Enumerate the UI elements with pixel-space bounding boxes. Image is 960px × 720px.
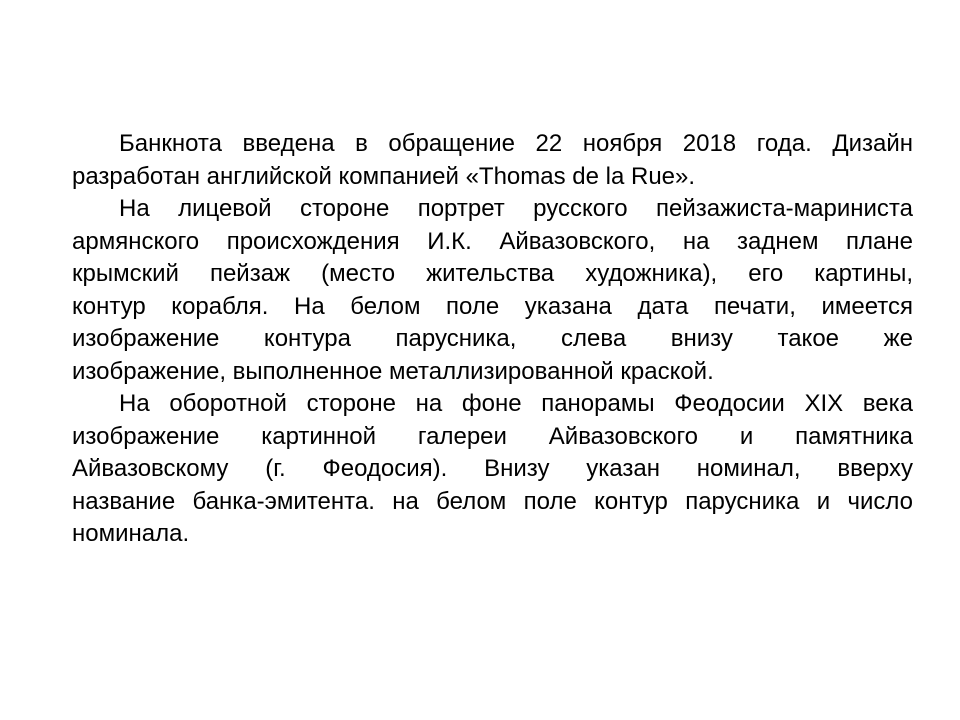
paragraph-back-side [72,388,913,551]
paragraph-line: изображение контура парусника, слева внизу такое же [72,325,913,352]
text-body [72,128,913,551]
paragraph-introduction [72,128,913,193]
paragraph-line: На лицевой стороне портрет русского пейзажиста-мариниста [119,195,913,222]
paragraph-line: изображение картинной галереи Айвазовского и памятника [72,422,913,450]
paragraph-front-side [72,193,913,388]
paragraph-line: Банкнота введена в обращение 22 ноября 2018 года. Дизайн [119,130,913,157]
paragraph-line: изображение, выполненное металлизированной краской. [72,357,714,385]
paragraph-line: номинала. [72,520,190,547]
paragraph-line: Айвазовскому (г. Феодосия). Внизу указан номинал, вверху [72,455,913,482]
paragraph-line: крымский пейзаж (место жительства художника), его картины, [72,260,913,287]
paragraph-line: На оборотной стороне на фоне панорамы Феодосии XIX века [119,390,913,417]
paragraph-line: название банка-эмитента. на белом поле контур парусника и число [72,487,913,515]
paragraph-line: армянского происхождения И.К. Айвазовского, на заднем плане [72,227,913,255]
paragraph-line: разработан английской компанией «Thomas de la Rue». [72,162,696,190]
paragraph-line: контур корабля. На белом поле указана дата печати, имеется [72,292,913,320]
